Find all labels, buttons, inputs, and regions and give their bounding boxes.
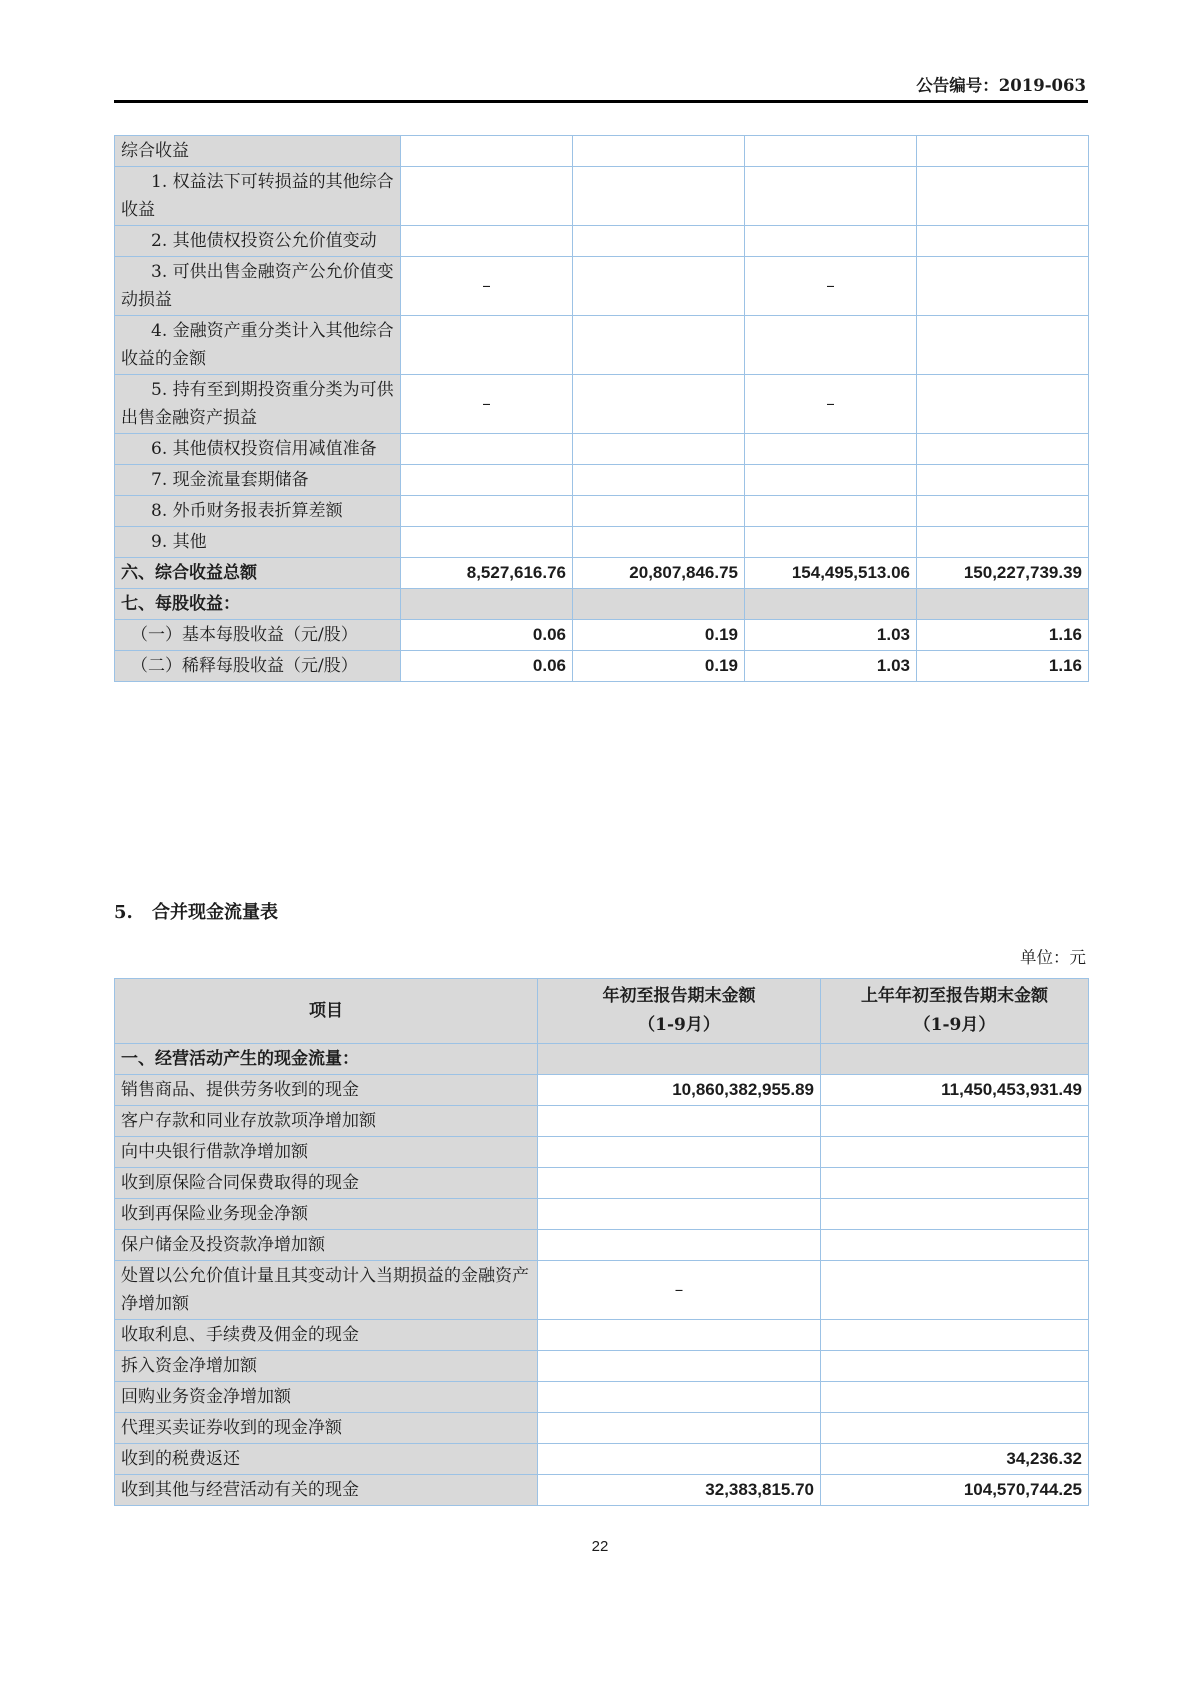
value-cell — [401, 496, 573, 527]
value-cell — [821, 1230, 1089, 1261]
value-cell — [538, 1044, 821, 1075]
value-cell — [821, 1168, 1089, 1199]
item-label-cell: 综合收益 — [115, 136, 401, 167]
table-row — [115, 1199, 1089, 1230]
table-row — [115, 620, 1089, 651]
value-cell — [573, 496, 745, 527]
item-label-cell: 6. 其他债权投资信用减值准备 — [115, 434, 401, 465]
value-cell — [917, 316, 1089, 375]
value-cell — [573, 589, 745, 620]
item-label-cell: 收取利息、手续费及佣金的现金 — [115, 1320, 538, 1351]
comprehensive-income-table — [114, 135, 1089, 682]
value-cell: 10,860,382,955.89 — [538, 1075, 821, 1106]
table-row — [115, 1106, 1089, 1137]
item-label-cell: （二）稀释每股收益（元/股） — [115, 651, 401, 682]
table-row — [115, 1413, 1089, 1444]
value-cell — [573, 167, 745, 226]
value-cell — [745, 496, 917, 527]
item-label-cell: 9. 其他 — [115, 527, 401, 558]
item-label-cell: 收到的税费返还 — [115, 1444, 538, 1475]
value-cell — [745, 434, 917, 465]
item-label-cell: 六、综合收益总额 — [115, 558, 401, 589]
header-rule — [114, 100, 1088, 103]
section-heading — [114, 898, 278, 924]
item-label-cell: 代理买卖证券收到的现金净额 — [115, 1413, 538, 1444]
table-row — [115, 589, 1089, 620]
item-label-cell: 向中央银行借款净增加额 — [115, 1137, 538, 1168]
value-cell: 32,383,815.70 — [538, 1475, 821, 1506]
value-cell — [573, 136, 745, 167]
item-label-cell: 销售商品、提供劳务收到的现金 — [115, 1075, 538, 1106]
item-label-cell: 5. 持有至到期投资重分类为可供出售金融资产损益 — [115, 375, 401, 434]
table-row — [115, 375, 1089, 434]
value-cell — [745, 136, 917, 167]
value-cell: 1.03 — [745, 651, 917, 682]
table-row — [115, 257, 1089, 316]
table-row — [115, 1475, 1089, 1506]
table-row — [115, 1320, 1089, 1351]
value-cell — [538, 1168, 821, 1199]
value-cell: – — [745, 375, 917, 434]
table-row — [115, 558, 1089, 589]
value-cell — [917, 257, 1089, 316]
value-cell — [573, 527, 745, 558]
value-cell — [821, 1261, 1089, 1320]
header-prior-period-cell — [821, 979, 1089, 1044]
item-label-cell: 4. 金融资产重分类计入其他综合收益的金额 — [115, 316, 401, 375]
value-cell — [573, 316, 745, 375]
value-cell — [917, 375, 1089, 434]
value-cell — [573, 434, 745, 465]
value-cell: 1.03 — [745, 620, 917, 651]
item-label-cell: 收到再保险业务现金净额 — [115, 1199, 538, 1230]
table-row — [115, 226, 1089, 257]
cashflow-table-body — [115, 979, 1089, 1506]
value-cell: 104,570,744.25 — [821, 1475, 1089, 1506]
value-cell — [538, 1230, 821, 1261]
table-row — [115, 1075, 1089, 1106]
table-row — [115, 1044, 1089, 1075]
item-label-cell: 保户储金及投资款净增加额 — [115, 1230, 538, 1261]
item-label-cell: 8. 外币财务报表折算差额 — [115, 496, 401, 527]
value-cell: – — [538, 1261, 821, 1320]
table-header-row — [115, 979, 1089, 1044]
value-cell — [538, 1351, 821, 1382]
value-cell — [401, 465, 573, 496]
item-label-cell: 2. 其他债权投资公允价值变动 — [115, 226, 401, 257]
value-cell — [821, 1413, 1089, 1444]
income-table-body — [115, 136, 1089, 682]
value-cell — [917, 136, 1089, 167]
table-row — [115, 167, 1089, 226]
value-cell — [917, 226, 1089, 257]
header-current-period-line1: 年初至报告期末金额 — [602, 986, 756, 1006]
item-label-cell: （一）基本每股收益（元/股） — [115, 620, 401, 651]
value-cell: 11,450,453,931.49 — [821, 1075, 1089, 1106]
section-number: 5. — [114, 902, 133, 923]
value-cell — [538, 1413, 821, 1444]
item-label-cell: 客户存款和同业存放款项净增加额 — [115, 1106, 538, 1137]
table-row — [115, 527, 1089, 558]
value-cell — [538, 1137, 821, 1168]
value-cell — [538, 1382, 821, 1413]
value-cell: 0.06 — [401, 651, 573, 682]
value-cell — [401, 136, 573, 167]
value-cell — [917, 527, 1089, 558]
value-cell — [821, 1044, 1089, 1075]
value-cell: – — [401, 257, 573, 316]
value-cell — [821, 1382, 1089, 1413]
value-cell: 1.16 — [917, 620, 1089, 651]
value-cell — [745, 167, 917, 226]
table-row — [115, 316, 1089, 375]
item-label-cell: 七、每股收益： — [115, 589, 401, 620]
value-cell — [401, 167, 573, 226]
value-cell — [401, 434, 573, 465]
header-item-cell: 项目 — [115, 979, 538, 1044]
page-number: 22 — [591, 1538, 609, 1555]
value-cell — [745, 527, 917, 558]
header-prior-period-line1: 上年年初至报告期末金额 — [861, 986, 1048, 1006]
value-cell — [538, 1199, 821, 1230]
value-cell: 1.16 — [917, 651, 1089, 682]
value-cell: 150,227,739.39 — [917, 558, 1089, 589]
value-cell — [538, 1444, 821, 1475]
value-cell — [917, 465, 1089, 496]
value-cell — [573, 465, 745, 496]
table-row — [115, 1261, 1089, 1320]
value-cell — [821, 1199, 1089, 1230]
value-cell: 34,236.32 — [821, 1444, 1089, 1475]
item-label-cell: 收到其他与经营活动有关的现金 — [115, 1475, 538, 1506]
value-cell — [917, 496, 1089, 527]
table-row — [115, 496, 1089, 527]
table-row — [115, 465, 1089, 496]
item-label-cell: 一、经营活动产生的现金流量： — [115, 1044, 538, 1075]
value-cell — [745, 226, 917, 257]
table-row — [115, 1444, 1089, 1475]
table-row — [115, 651, 1089, 682]
table-row — [115, 1382, 1089, 1413]
value-cell — [821, 1351, 1089, 1382]
value-cell: 0.19 — [573, 620, 745, 651]
value-cell — [821, 1320, 1089, 1351]
section-title: 合并现金流量表 — [152, 902, 278, 923]
value-cell: 20,807,846.75 — [573, 558, 745, 589]
value-cell — [745, 589, 917, 620]
unit-label: 单位：元 — [1020, 948, 1086, 967]
value-cell — [401, 527, 573, 558]
value-cell — [917, 167, 1089, 226]
value-cell — [745, 465, 917, 496]
value-cell — [745, 316, 917, 375]
value-cell — [401, 226, 573, 257]
value-cell — [401, 316, 573, 375]
header-current-period-cell — [538, 979, 821, 1044]
value-cell — [917, 589, 1089, 620]
value-cell — [573, 375, 745, 434]
cash-flow-table — [114, 978, 1089, 1506]
table-row — [115, 1168, 1089, 1199]
table-row — [115, 1230, 1089, 1261]
announcement-number: 公告编号：2019-063 — [916, 76, 1086, 95]
table-row — [115, 434, 1089, 465]
item-label-cell: 3. 可供出售金融资产公允价值变动损益 — [115, 257, 401, 316]
header-current-period-line2: （1-9月） — [638, 1015, 720, 1035]
item-label-cell: 7. 现金流量套期储备 — [115, 465, 401, 496]
table-row — [115, 136, 1089, 167]
value-cell: 0.19 — [573, 651, 745, 682]
value-cell — [821, 1106, 1089, 1137]
item-label-cell: 收到原保险合同保费取得的现金 — [115, 1168, 538, 1199]
value-cell: 8,527,616.76 — [401, 558, 573, 589]
value-cell — [917, 434, 1089, 465]
item-label-cell: 处置以公允价值计量且其变动计入当期损益的金融资产净增加额 — [115, 1261, 538, 1320]
value-cell: – — [401, 375, 573, 434]
value-cell — [538, 1106, 821, 1137]
value-cell — [401, 589, 573, 620]
value-cell — [821, 1137, 1089, 1168]
item-label-cell: 1. 权益法下可转损益的其他综合收益 — [115, 167, 401, 226]
value-cell — [573, 226, 745, 257]
table-row — [115, 1137, 1089, 1168]
table-row — [115, 1351, 1089, 1382]
value-cell: 154,495,513.06 — [745, 558, 917, 589]
value-cell: 0.06 — [401, 620, 573, 651]
header-prior-period-line2: （1-9月） — [913, 1015, 996, 1035]
value-cell — [538, 1320, 821, 1351]
value-cell — [573, 257, 745, 316]
item-label-cell: 回购业务资金净增加额 — [115, 1382, 538, 1413]
value-cell: – — [745, 257, 917, 316]
item-label-cell: 拆入资金净增加额 — [115, 1351, 538, 1382]
